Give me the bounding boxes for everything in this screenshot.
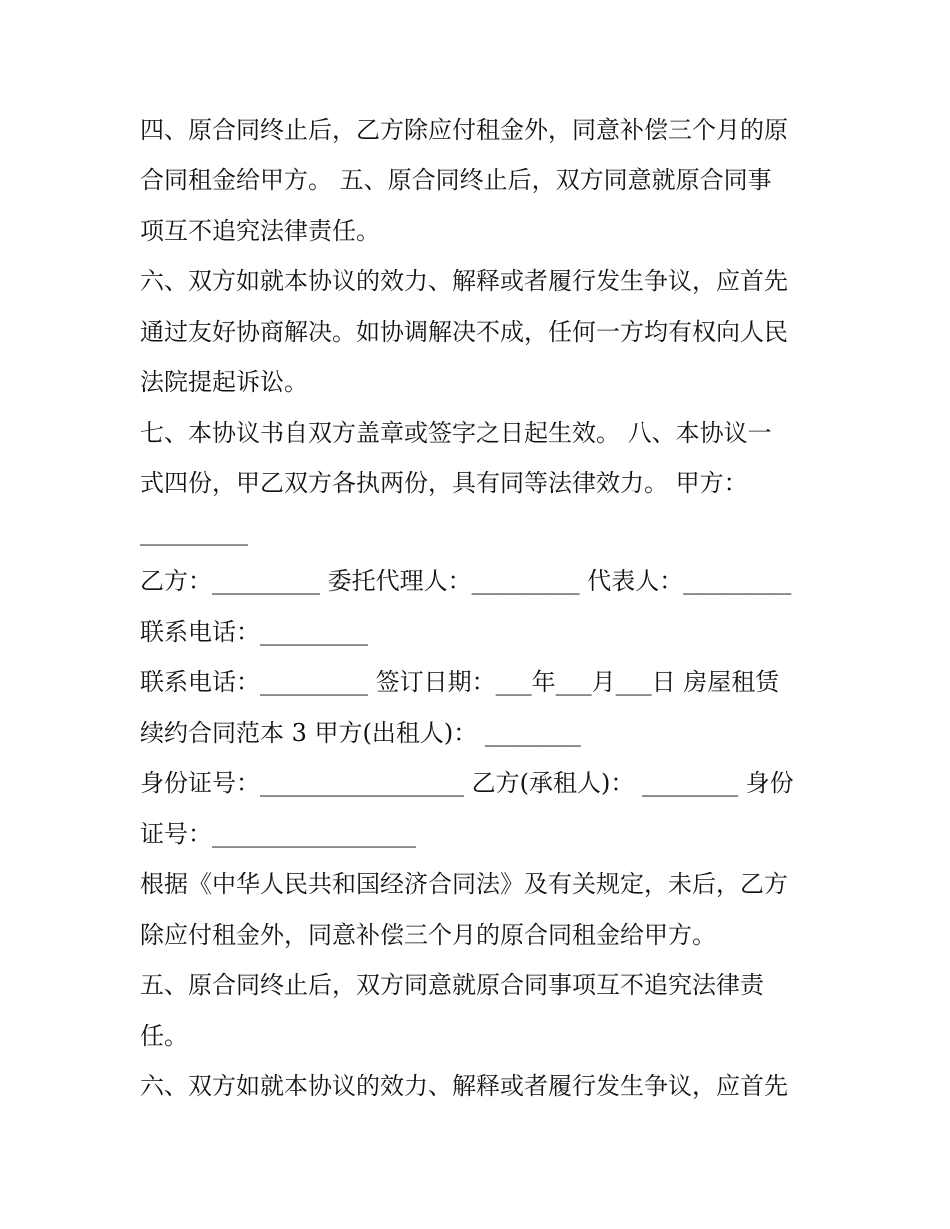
text-line: 证号：_________________ [140,820,416,848]
signature-blank: _________ [140,518,248,546]
text-line: 根据《中华人民共和国经济合同法》及有关规定，未后，乙方 [140,870,788,898]
text-line: 联系电话：_________ 签订日期：___年___月___日 房屋租赁 [140,668,780,696]
text-line: 六、双方如就本协议的效力、解释或者履行发生争议，应首先 [140,267,788,295]
text-line: 法院提起诉讼。 [140,368,308,396]
text-line: 续约合同范本 3 甲方(出租人)： ________ [140,719,581,747]
text-line: 合同租金给甲方。 五、原合同终止后，双方同意就原合同事 [140,166,772,194]
text-line: 七、本协议书自双方盖章或签字之日起生效。 八、本协议一 [140,419,772,447]
text-line: 任。 [140,1022,188,1050]
text-line: 五、原合同终止后，双方同意就原合同事项互不追究法律责 [140,971,764,999]
text-line: 四、原合同终止后，乙方除应付租金外，同意补偿三个月的原 [140,116,788,144]
text-line: 除应付租金外，同意补偿三个月的原合同租金给甲方。 [140,921,716,949]
text-line: 乙方：_________ 委托代理人：_________ 代表人：_________ [140,567,792,595]
text-line: 六、双方如就本协议的效力、解释或者履行发生争议，应首先 [140,1072,788,1100]
text-line: 项互不追究法律责任。 [140,217,380,245]
text-line: 联系电话：_________ [140,618,368,646]
text-line: 式四份，甲乙双方各执两份，具有同等法律效力。 甲方： [140,469,748,497]
text-line: 通过友好协商解决。如协调解决不成，任何一方均有权向人民 [140,318,788,346]
text-line: 身份证号：_________________ 乙方(承租人)： ________ 身份 [140,769,794,797]
